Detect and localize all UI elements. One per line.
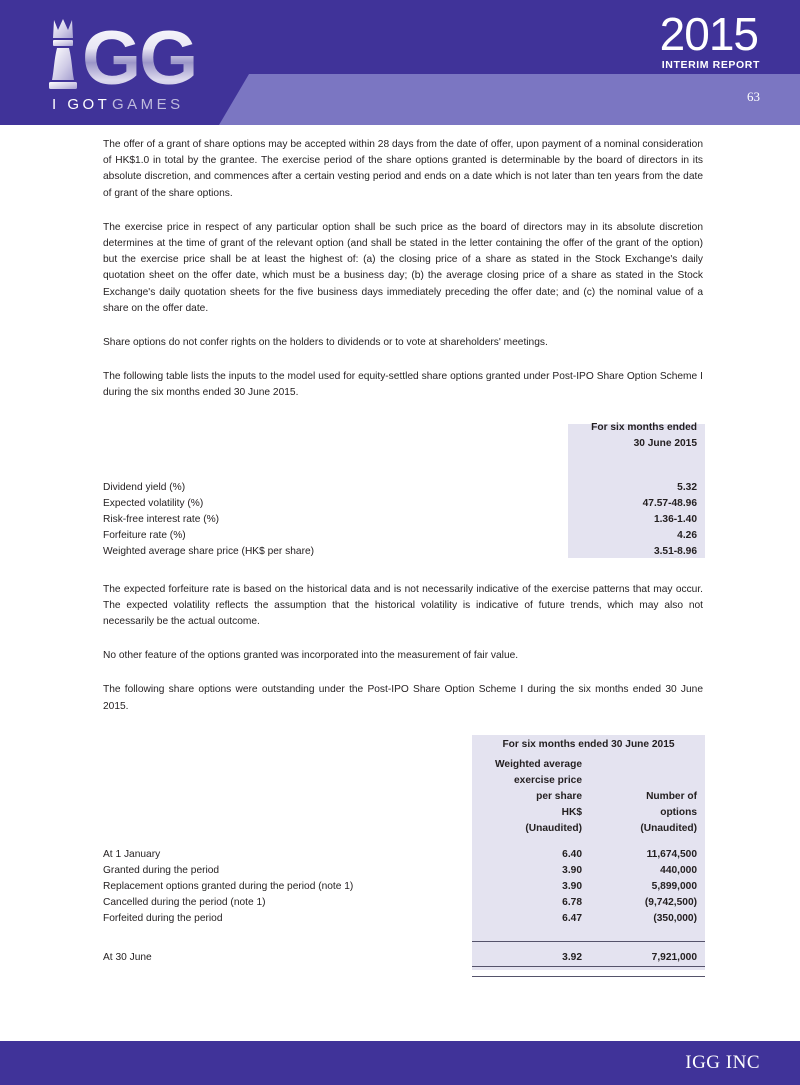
subtotal-rule-number <box>590 927 705 942</box>
svg-text:2015: 2015 <box>659 10 758 58</box>
gap-a <box>103 837 472 847</box>
paragraph-exercise-price: The exercise price in respect of any particular option shall be such price as the board of directors may in its absolute discretion determines at the time of grant of the relevant option (and shall be stated in the letter containing the offer of the grant of the option) but the exercise price shall be at least the highest of: (a) the closing price of a share as stated in the Stock Exchange's daily quotation sheet on the offer date, which must be a business day; (b) the average closing price of a share as stated in the Stock Exchange's daily quotation sheets for the five business days immediately preceding the offer date; and (c) the nominal value of a share on the offer date. <box>103 221 703 314</box>
col2-header-line4: options <box>660 806 697 818</box>
col1-header-line3: per share <box>536 790 582 802</box>
table-row <box>103 911 705 927</box>
model-input-value-expected-volatility: 47.57-48.96 <box>642 497 697 509</box>
share-options-header-row-3 <box>103 789 705 805</box>
total-double-rule-row <box>103 966 705 976</box>
option-row-price-granted: 3.90 <box>562 864 582 876</box>
hdr-spacer-2 <box>103 773 472 789</box>
share-options-header-row-2 <box>103 773 705 789</box>
spacer-cell-b <box>494 452 705 480</box>
header-body-gap-row <box>103 837 705 847</box>
option-total-label-at-30-june: At 30 June <box>103 952 152 964</box>
table-row <box>103 528 705 544</box>
share-options-table-title-row <box>103 733 705 757</box>
table-row <box>103 496 705 512</box>
table-row <box>103 863 705 879</box>
option-row-price-forfeited: 6.47 <box>562 912 582 924</box>
share-options-header-row-4 <box>103 805 705 821</box>
option-row-price-at-1-january: 6.40 <box>562 848 582 860</box>
option-total-number-at-30-june: 7,921,000 <box>651 951 697 963</box>
spacer-cell-a <box>103 452 494 480</box>
paragraph-outstanding-options-intro: The following share options were outstanding under the Post-IPO Share Option Scheme I during the six months ended 30 June 2015. <box>103 684 703 712</box>
paragraph-offer-grant: The offer of a grant of share options may be accepted within 28 days from the date of offer, upon payment of a nominal consideration of HK$1.0 in total by the grantee. The exercise period of the share options granted is determinable by the board of directors in its absolute discretion, and commences after a certain vesting period and ends on a date which is not later than ten years from the date of grant of the share options. <box>103 139 703 199</box>
total-double-rule-price <box>472 966 590 976</box>
post-table-gap <box>103 560 703 582</box>
svg-text:GAMES: GAMES <box>112 96 184 113</box>
share-options-header-row-1 <box>103 757 705 773</box>
table-header-spacer <box>103 420 494 436</box>
model-input-value-dividend-yield: 5.32 <box>677 481 697 493</box>
model-inputs-col-header-line1: For six months ended <box>591 421 697 433</box>
rule-spacer <box>103 927 472 942</box>
share-options-table-wrap <box>103 733 703 973</box>
subtotal-rule-row <box>103 927 705 942</box>
model-input-label-forfeiture-rate: Forfeiture rate (%) <box>103 529 186 541</box>
model-input-label-weighted-avg-share-price: Weighted average share price (HK$ per share) <box>103 545 315 557</box>
model-inputs-col-header-line2: 30 June 2015 <box>633 437 697 449</box>
col1-header-line5: (Unaudited) <box>525 822 582 834</box>
table-row <box>103 879 705 895</box>
table-row <box>103 544 705 560</box>
option-row-label-replacement: Replacement options granted during the period (note 1) <box>103 880 354 892</box>
col2-header-line3: Number of <box>646 790 697 802</box>
paragraph-no-other-feature: No other feature of the options granted was incorporated into the measurement of fair value. <box>103 650 519 662</box>
option-row-price-replacement: 3.90 <box>562 880 582 892</box>
svg-text:I GOT: I GOT <box>52 96 111 113</box>
table-header-row-2 <box>103 436 705 452</box>
col2-header-line5: (Unaudited) <box>640 822 697 834</box>
footer-company-name: IGG INC <box>685 1052 760 1073</box>
model-input-value-forfeiture-rate: 4.26 <box>677 529 697 541</box>
table-row <box>103 512 705 528</box>
page-number: 63 <box>747 89 760 104</box>
page-footer <box>0 1041 800 1085</box>
svg-text:GG: GG <box>82 16 197 101</box>
option-row-number-forfeited: (350,000) <box>653 912 697 924</box>
col2-header-line1 <box>590 757 705 773</box>
option-row-label-granted: Granted during the period <box>103 864 220 876</box>
table-total-row <box>103 950 705 967</box>
model-input-value-weighted-avg-share-price: 3.51-8.96 <box>653 545 697 557</box>
model-input-label-risk-free-rate: Risk-free interest rate (%) <box>103 513 220 525</box>
option-row-label-at-1-january: At 1 January <box>103 848 161 860</box>
col1-header-line2: exercise price <box>514 774 582 786</box>
igg-logo <box>40 14 230 118</box>
option-row-price-cancelled: 6.78 <box>562 896 582 908</box>
table-row <box>103 480 705 496</box>
option-row-number-at-1-january: 11,674,500 <box>646 848 697 860</box>
title-spacer <box>103 733 472 757</box>
option-row-label-cancelled: Cancelled during the period (note 1) <box>103 896 266 908</box>
total-gap-a <box>103 941 472 950</box>
model-input-label-dividend-yield: Dividend yield (%) <box>103 481 186 493</box>
page-content <box>103 137 703 973</box>
year-2015-mark <box>640 10 760 58</box>
table-spacer-row <box>103 452 705 480</box>
table-header-row <box>103 420 705 436</box>
total-gap-c <box>590 941 705 950</box>
dbl-spacer <box>103 966 472 976</box>
col2-header-line2 <box>590 773 705 789</box>
hdr-spacer-1 <box>103 757 472 773</box>
share-options-table <box>103 733 705 977</box>
model-inputs-table-wrap <box>103 420 703 560</box>
paragraph-no-dividend-rights: Share options do not confer rights on the holders to dividends or to vote at shareholders' meetings. <box>103 337 548 349</box>
model-input-label-expected-volatility: Expected volatility (%) <box>103 497 204 509</box>
table-header-spacer-2 <box>103 436 494 452</box>
gap-b <box>472 837 590 847</box>
col1-header-line4: HK$ <box>561 806 582 818</box>
interim-report-label: INTERIM REPORT <box>661 59 760 71</box>
total-gap-b <box>472 941 590 950</box>
crown-pawn-icon <box>49 19 77 89</box>
model-input-value-risk-free-rate: 1.36-1.40 <box>653 513 697 525</box>
report-year-block <box>630 10 760 71</box>
model-inputs-table <box>103 420 705 560</box>
page-header <box>0 0 800 125</box>
share-options-header-row-5 <box>103 821 705 837</box>
table-row <box>103 895 705 911</box>
paragraph-model-inputs-intro: The following table lists the inputs to the model used for equity-settled share options granted under Post-IPO Share Option Scheme I during the six months ended 30 June 2015. <box>103 371 703 399</box>
col1-header-line1: Weighted average <box>494 758 582 770</box>
option-row-label-forfeited: Forfeited during the period <box>103 912 223 924</box>
hdr-spacer-4 <box>103 805 472 821</box>
share-options-table-title: For six months ended 30 June 2015 <box>502 738 675 750</box>
table-row <box>103 847 705 863</box>
total-double-rule-number <box>590 966 705 976</box>
gap-c <box>590 837 705 847</box>
subtotal-rule-price <box>472 927 590 942</box>
option-row-number-cancelled: (9,742,500) <box>644 896 697 908</box>
hdr-spacer-5 <box>103 821 472 837</box>
total-gap-row <box>103 941 705 950</box>
option-row-number-replacement: 5,899,000 <box>651 880 697 892</box>
option-total-price-at-30-june: 3.92 <box>562 951 582 963</box>
paragraph-forfeiture-assumptions: The expected forfeiture rate is based on the historical data and is not necessarily indicative of the exercise patterns that may occur. The expected volatility reflects the assumption that the historical volatility is indicative of future trends, which may also not necessarily be the actual outcome. <box>103 583 703 628</box>
option-row-number-granted: 440,000 <box>660 864 697 876</box>
hdr-spacer-3 <box>103 789 472 805</box>
